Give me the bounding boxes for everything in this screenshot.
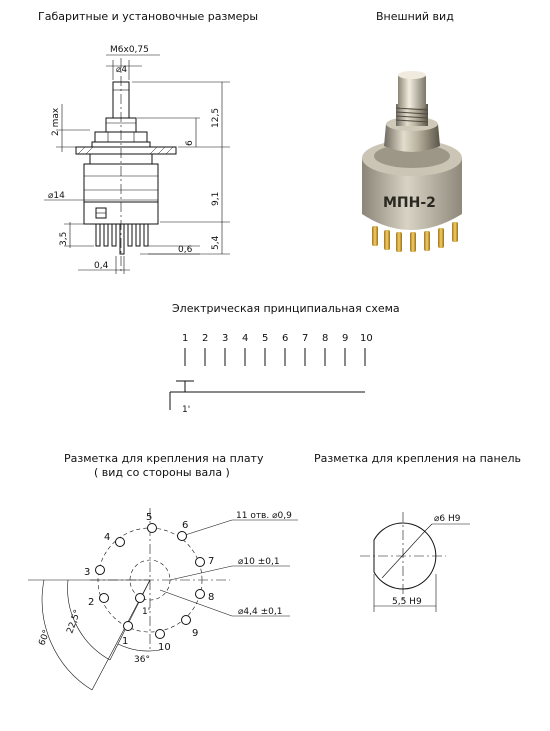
pin-width-dim: 0,6 (178, 245, 193, 255)
angle-b-label: 60° (37, 628, 53, 648)
hole-label: 7 (208, 556, 215, 567)
circle2-label: ⌀4,4 ±0,1 (238, 607, 283, 617)
hole-label: 8 (208, 592, 215, 603)
hole-7 (196, 558, 205, 567)
angle-step-label: 36° (134, 655, 150, 665)
terminal-label: 10 (360, 333, 373, 344)
hole-label: 1 (122, 636, 129, 647)
hole-5 (148, 524, 157, 533)
panel-layout (360, 512, 470, 612)
hole-label: 9 (192, 628, 199, 639)
hole-9 (182, 616, 191, 625)
terminal-label: 7 (302, 333, 309, 344)
product-label: МПН-2 (383, 195, 436, 211)
pin-total-dim: 5,4 (211, 235, 221, 250)
board-layout-title: Разметка для крепления на плату (64, 452, 264, 465)
board-layout-note: ( вид со стороны вала ) (94, 466, 230, 479)
hole-2 (100, 594, 109, 603)
schematic (170, 333, 373, 415)
appearance-title: Внешний вид (376, 10, 454, 23)
hole-label: 5 (146, 512, 153, 523)
hole-3 (96, 566, 105, 575)
hole-6 (178, 532, 187, 541)
shaft-dia-dim: ⌀4 (116, 65, 128, 75)
thread-dim: М6х0,75 (110, 45, 149, 55)
pin-pitch-dim: 0,4 (94, 261, 109, 271)
common-label: 1' (182, 405, 191, 415)
terminal-label: 3 (222, 333, 229, 344)
holes-note: 11 отв. ⌀0,9 (236, 511, 292, 521)
hole-common (136, 594, 145, 603)
pin-length-dim: 3,5 (59, 231, 69, 246)
terminal-label: 5 (262, 333, 269, 344)
height-top-dim: 12,5 (211, 107, 221, 128)
panel-layout-title: Разметка для крепления на панель (314, 452, 522, 465)
dimensions-title: Габаритные и установочные размеры (38, 10, 259, 23)
circle1-label: ⌀10 ±0,1 (238, 557, 280, 567)
hole-label: 3 (84, 567, 91, 578)
terminal-label: 4 (242, 333, 249, 344)
hole-10 (156, 630, 165, 639)
angle-a-label: 22,5° (65, 608, 84, 636)
max-dim: 2 max (51, 107, 61, 136)
hole-1 (124, 622, 133, 631)
terminal-label: 9 (342, 333, 349, 344)
panel-hole-dia: ⌀6 Н9 (434, 514, 461, 524)
hole-common-label: 1' (142, 607, 151, 617)
nut-dim: 6 (185, 140, 195, 146)
hole-label: 6 (182, 520, 189, 531)
body-height-dim: 9,1 (211, 191, 221, 206)
schematic-title: Электрическая принципиальная схема (172, 302, 400, 315)
hole-label: 4 (104, 532, 111, 543)
hole-label: 10 (158, 642, 171, 653)
hole-label: 2 (88, 597, 95, 608)
terminal-label: 1 (182, 333, 189, 344)
terminal-label: 6 (282, 333, 289, 344)
body-dia-dim: ⌀14 (48, 191, 65, 201)
product-illustration (362, 71, 462, 252)
terminal-label: 2 (202, 333, 209, 344)
hole-8 (196, 590, 205, 599)
dimension-drawing (44, 45, 230, 274)
panel-flat-width: 5,5 Н9 (392, 597, 422, 607)
hole-4 (116, 538, 125, 547)
terminal-label: 8 (322, 333, 329, 344)
board-layout (28, 508, 298, 690)
